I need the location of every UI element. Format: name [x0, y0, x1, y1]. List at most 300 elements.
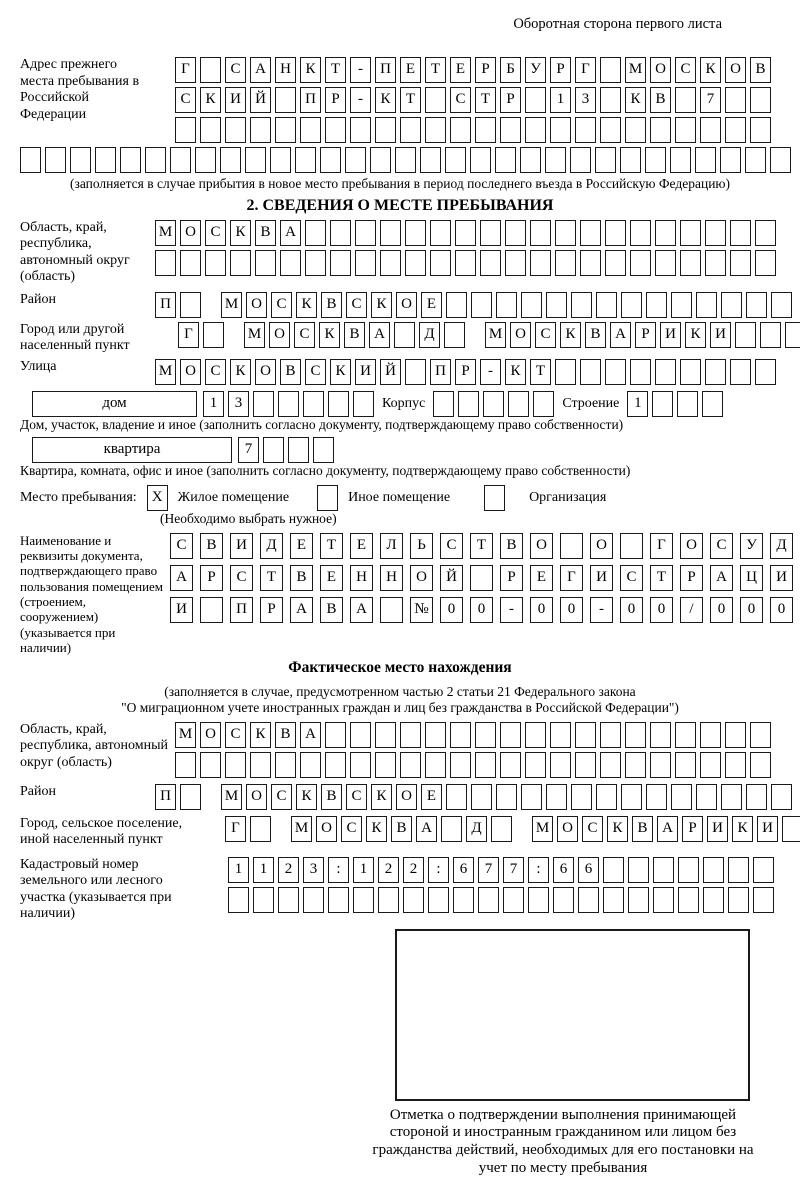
char-cell — [496, 292, 517, 318]
document-row-1 — [170, 533, 793, 559]
char-cell — [394, 322, 415, 348]
char-cell: С — [675, 57, 696, 83]
char-cell: 3 — [575, 87, 596, 113]
korpus-cells — [433, 391, 554, 417]
char-cell: Т — [325, 57, 346, 83]
char-cell — [653, 887, 674, 913]
char-cell — [675, 87, 696, 113]
char-cell: С — [271, 292, 292, 318]
char-cell — [470, 565, 493, 591]
char-cell — [20, 147, 41, 173]
char-cell: В — [750, 57, 771, 83]
char-cell — [305, 220, 326, 246]
char-cell — [755, 359, 776, 385]
char-cell — [571, 292, 592, 318]
char-cell — [725, 722, 746, 748]
district-2-row — [155, 784, 792, 810]
char-cell — [603, 857, 624, 883]
char-cell: С — [205, 220, 226, 246]
char-cell — [546, 292, 567, 318]
char-cell — [750, 87, 771, 113]
city-2-row — [225, 816, 800, 842]
char-cell: К — [732, 816, 753, 842]
char-cell — [625, 117, 646, 143]
char-cell — [702, 391, 723, 417]
char-cell — [625, 752, 646, 778]
char-cell: Й — [440, 565, 463, 591]
char-cell — [735, 322, 756, 348]
district-row — [155, 292, 792, 318]
char-cell — [405, 250, 426, 276]
char-cell: М — [291, 816, 312, 842]
char-cell — [380, 250, 401, 276]
char-cell — [400, 752, 421, 778]
char-cell: - — [350, 87, 371, 113]
char-cell: Е — [320, 565, 343, 591]
char-cell: О — [180, 220, 201, 246]
actual-location-note-2: "О миграционном учете иностранных граждан и лиц без гражданства в Российской Федерации") — [121, 699, 679, 715]
char-cell — [600, 722, 621, 748]
char-cell — [400, 117, 421, 143]
char-cell: Т — [530, 359, 551, 385]
char-cell: П — [430, 359, 451, 385]
char-cell: Й — [380, 359, 401, 385]
char-cell: К — [607, 816, 628, 842]
char-cell — [753, 857, 774, 883]
char-cell — [430, 220, 451, 246]
char-cell — [425, 87, 446, 113]
char-cell — [696, 784, 717, 810]
char-cell — [508, 391, 529, 417]
char-cell — [525, 117, 546, 143]
char-cell: 1 — [550, 87, 571, 113]
char-cell — [696, 292, 717, 318]
char-cell — [703, 887, 724, 913]
organization-label: Организация — [529, 489, 607, 505]
char-cell: Р — [635, 322, 656, 348]
region-label: Область, край, республика, автономный округ (область) — [20, 219, 130, 285]
char-cell — [405, 220, 426, 246]
char-cell — [295, 147, 316, 173]
char-cell: 0 — [620, 597, 643, 623]
char-cell — [500, 722, 521, 748]
char-cell: - — [590, 597, 613, 623]
char-cell: В — [290, 565, 313, 591]
char-cell — [520, 147, 541, 173]
city-label: Город или другой населенный пункт — [20, 321, 130, 354]
char-cell — [550, 722, 571, 748]
char-cell — [328, 391, 349, 417]
char-cell — [728, 887, 749, 913]
char-cell — [525, 722, 546, 748]
char-cell: К — [625, 87, 646, 113]
char-cell: С — [710, 533, 733, 559]
char-cell: Р — [550, 57, 571, 83]
char-cell: И — [770, 565, 793, 591]
apartment-box-label: квартира — [103, 441, 161, 458]
previous-address-overflow-row — [20, 147, 780, 173]
city-field — [20, 322, 780, 355]
char-cell: 1 — [228, 857, 249, 883]
char-cell — [628, 887, 649, 913]
char-cell — [303, 391, 324, 417]
char-cell — [425, 722, 446, 748]
char-cell — [395, 147, 416, 173]
house-number-cells — [203, 391, 374, 417]
house-row — [32, 391, 780, 417]
char-cell — [550, 117, 571, 143]
char-cell — [533, 391, 554, 417]
char-cell — [555, 220, 576, 246]
char-cell — [275, 752, 296, 778]
char-cell: П — [155, 784, 176, 810]
char-cell: 2 — [278, 857, 299, 883]
char-cell: К — [230, 220, 251, 246]
char-cell — [655, 359, 676, 385]
char-cell: О — [180, 359, 201, 385]
char-cell — [725, 752, 746, 778]
char-cell: О — [725, 57, 746, 83]
char-cell: Ь — [410, 533, 433, 559]
char-cell — [350, 722, 371, 748]
char-cell — [325, 117, 346, 143]
char-cell: 2 — [403, 857, 424, 883]
char-cell — [200, 117, 221, 143]
char-cell — [755, 220, 776, 246]
char-cell: Т — [425, 57, 446, 83]
char-cell — [120, 147, 141, 173]
char-cell — [175, 752, 196, 778]
char-cell — [278, 391, 299, 417]
char-cell: П — [375, 57, 396, 83]
char-cell: С — [440, 533, 463, 559]
char-cell — [600, 57, 621, 83]
char-cell: Г — [560, 565, 583, 591]
char-cell: Г — [225, 816, 246, 842]
korpus-label: Корпус — [382, 395, 426, 411]
char-cell: С — [170, 533, 193, 559]
char-cell — [380, 220, 401, 246]
char-cell — [630, 220, 651, 246]
char-cell: С — [582, 816, 603, 842]
char-cell — [480, 220, 501, 246]
char-cell — [330, 220, 351, 246]
char-cell: Б — [500, 57, 521, 83]
char-cell — [478, 887, 499, 913]
char-cell — [750, 722, 771, 748]
char-cell — [433, 391, 454, 417]
char-cell: В — [650, 87, 671, 113]
char-cell: К — [300, 57, 321, 83]
cadastre-row-1 — [228, 857, 774, 883]
char-cell: О — [410, 565, 433, 591]
char-cell — [700, 722, 721, 748]
cell-gap — [469, 322, 481, 348]
char-cell: К — [375, 87, 396, 113]
char-cell — [678, 887, 699, 913]
char-cell: 0 — [710, 597, 733, 623]
char-cell: В — [255, 220, 276, 246]
char-cell — [200, 597, 223, 623]
char-cell: В — [632, 816, 653, 842]
char-cell — [771, 292, 792, 318]
char-cell — [250, 117, 271, 143]
char-cell — [263, 437, 284, 463]
char-cell — [405, 359, 426, 385]
char-cell — [728, 857, 749, 883]
char-cell — [450, 722, 471, 748]
char-cell: И — [590, 565, 613, 591]
char-cell: С — [620, 565, 643, 591]
char-cell — [180, 250, 201, 276]
char-cell: - — [350, 57, 371, 83]
char-cell — [496, 784, 517, 810]
char-cell: Ц — [740, 565, 763, 591]
char-cell — [600, 752, 621, 778]
previous-address-row-2 — [175, 87, 771, 113]
char-cell — [546, 784, 567, 810]
char-cell — [95, 147, 116, 173]
char-cell — [455, 250, 476, 276]
char-cell: : — [328, 857, 349, 883]
char-cell — [575, 117, 596, 143]
house-note: Дом, участок, владение и иное (заполнить согласно документу, подтверждающему право собственности) — [20, 417, 624, 432]
region-label-2: Область, край, республика, автономный округ (область) — [20, 721, 169, 770]
char-cell — [720, 147, 741, 173]
char-cell: К — [685, 322, 706, 348]
char-cell: О — [246, 784, 267, 810]
apartment-box — [32, 437, 232, 463]
char-cell — [521, 292, 542, 318]
char-cell — [228, 887, 249, 913]
char-cell: Р — [500, 565, 523, 591]
char-cell — [300, 117, 321, 143]
char-cell: 0 — [650, 597, 673, 623]
char-cell — [288, 437, 309, 463]
char-cell: Т — [470, 533, 493, 559]
char-cell: Д — [419, 322, 440, 348]
char-cell — [500, 752, 521, 778]
char-cell: У — [740, 533, 763, 559]
char-cell — [680, 359, 701, 385]
char-cell — [580, 220, 601, 246]
char-cell — [675, 117, 696, 143]
street-row — [155, 359, 776, 385]
char-cell: М — [625, 57, 646, 83]
char-cell: М — [155, 359, 176, 385]
char-cell — [203, 322, 224, 348]
char-cell: Т — [400, 87, 421, 113]
stay-type-note: (Необходимо выбрать нужное) — [160, 510, 337, 526]
char-cell — [630, 250, 651, 276]
char-cell — [746, 292, 767, 318]
char-cell: 3 — [303, 857, 324, 883]
city-field-2 — [20, 816, 780, 849]
region-field — [20, 220, 780, 286]
char-cell — [785, 322, 800, 348]
char-cell — [730, 220, 751, 246]
char-cell — [180, 784, 201, 810]
char-cell: Д — [770, 533, 793, 559]
char-cell: О — [650, 57, 671, 83]
char-cell — [180, 292, 201, 318]
char-cell: 1 — [627, 391, 648, 417]
char-cell — [200, 752, 221, 778]
char-cell: К — [200, 87, 221, 113]
char-cell: Г — [175, 57, 196, 83]
cell-gap — [205, 784, 217, 810]
char-cell: А — [250, 57, 271, 83]
char-cell: Р — [325, 87, 346, 113]
char-cell: В — [320, 597, 343, 623]
char-cell — [652, 391, 673, 417]
char-cell: Р — [260, 597, 283, 623]
char-cell: О — [255, 359, 276, 385]
char-cell — [450, 117, 471, 143]
char-cell: К — [505, 359, 526, 385]
char-cell: А — [416, 816, 437, 842]
char-cell — [345, 147, 366, 173]
char-cell: Е — [421, 292, 442, 318]
char-cell: В — [321, 784, 342, 810]
char-cell: Е — [450, 57, 471, 83]
char-cell — [628, 857, 649, 883]
char-cell: С — [346, 784, 367, 810]
char-cell: 2 — [378, 857, 399, 883]
char-cell: Т — [320, 533, 343, 559]
char-cell — [530, 250, 551, 276]
char-cell — [470, 147, 491, 173]
stroenie-label: Строение — [562, 395, 620, 411]
char-cell: И — [225, 87, 246, 113]
char-cell — [253, 887, 274, 913]
char-cell: С — [205, 359, 226, 385]
char-cell — [445, 147, 466, 173]
char-cell: О — [510, 322, 531, 348]
char-cell: Р — [500, 87, 521, 113]
char-cell — [278, 887, 299, 913]
char-cell — [753, 887, 774, 913]
char-cell — [220, 147, 241, 173]
char-cell — [200, 57, 221, 83]
char-cell: Д — [260, 533, 283, 559]
district-label-2: Район — [20, 783, 56, 799]
previous-address-row-3 — [175, 117, 771, 143]
char-cell — [275, 117, 296, 143]
cell-gap — [516, 816, 528, 842]
char-cell — [45, 147, 66, 173]
cadastre-row-2 — [228, 887, 774, 913]
char-cell: В — [321, 292, 342, 318]
char-cell: Р — [682, 816, 703, 842]
cell-gap — [205, 292, 217, 318]
char-cell — [721, 784, 742, 810]
char-cell — [330, 250, 351, 276]
char-cell — [325, 722, 346, 748]
char-cell: Н — [275, 57, 296, 83]
char-cell — [475, 722, 496, 748]
char-cell — [441, 816, 462, 842]
char-cell — [505, 220, 526, 246]
char-cell — [603, 887, 624, 913]
char-cell — [655, 250, 676, 276]
char-cell — [670, 147, 691, 173]
char-cell — [600, 87, 621, 113]
char-cell: 0 — [530, 597, 553, 623]
char-cell — [320, 147, 341, 173]
char-cell: С — [450, 87, 471, 113]
char-cell — [746, 784, 767, 810]
char-cell: А — [710, 565, 733, 591]
char-cell: А — [657, 816, 678, 842]
char-cell — [555, 250, 576, 276]
char-cell: К — [371, 292, 392, 318]
char-cell: О — [200, 722, 221, 748]
char-cell — [446, 784, 467, 810]
document-row-2 — [170, 565, 793, 591]
char-cell: И — [170, 597, 193, 623]
char-cell: - — [500, 597, 523, 623]
char-cell — [145, 147, 166, 173]
residential-checkbox: X — [147, 485, 168, 511]
char-cell: Й — [250, 87, 271, 113]
char-cell: К — [230, 359, 251, 385]
char-cell: Р — [200, 565, 223, 591]
char-cell — [375, 752, 396, 778]
char-cell: О — [396, 292, 417, 318]
char-cell: К — [560, 322, 581, 348]
char-cell: А — [280, 220, 301, 246]
char-cell — [653, 857, 674, 883]
other-premises-label: Иное помещение — [348, 489, 451, 505]
char-cell — [646, 784, 667, 810]
char-cell: М — [244, 322, 265, 348]
char-cell — [596, 784, 617, 810]
char-cell — [245, 147, 266, 173]
char-cell — [605, 359, 626, 385]
char-cell — [605, 220, 626, 246]
char-cell — [505, 250, 526, 276]
cell-gap — [275, 816, 287, 842]
char-cell — [555, 359, 576, 385]
char-cell — [313, 437, 334, 463]
char-cell: П — [300, 87, 321, 113]
char-cell — [175, 117, 196, 143]
char-cell — [705, 220, 726, 246]
previous-address-row-1 — [175, 57, 771, 83]
char-cell — [671, 784, 692, 810]
char-cell — [155, 250, 176, 276]
char-cell: Е — [421, 784, 442, 810]
char-cell: 0 — [740, 597, 763, 623]
char-cell — [525, 87, 546, 113]
char-cell — [705, 250, 726, 276]
region-2-row-1 — [175, 722, 771, 748]
char-cell — [500, 117, 521, 143]
char-cell — [428, 887, 449, 913]
char-cell: Е — [530, 565, 553, 591]
char-cell — [675, 752, 696, 778]
char-cell — [782, 816, 800, 842]
char-cell: В — [275, 722, 296, 748]
char-cell — [745, 147, 766, 173]
char-cell: К — [371, 784, 392, 810]
char-cell — [578, 887, 599, 913]
char-cell — [553, 887, 574, 913]
char-cell: О — [396, 784, 417, 810]
house-box-label: дом — [102, 395, 127, 412]
district-field — [20, 292, 780, 318]
